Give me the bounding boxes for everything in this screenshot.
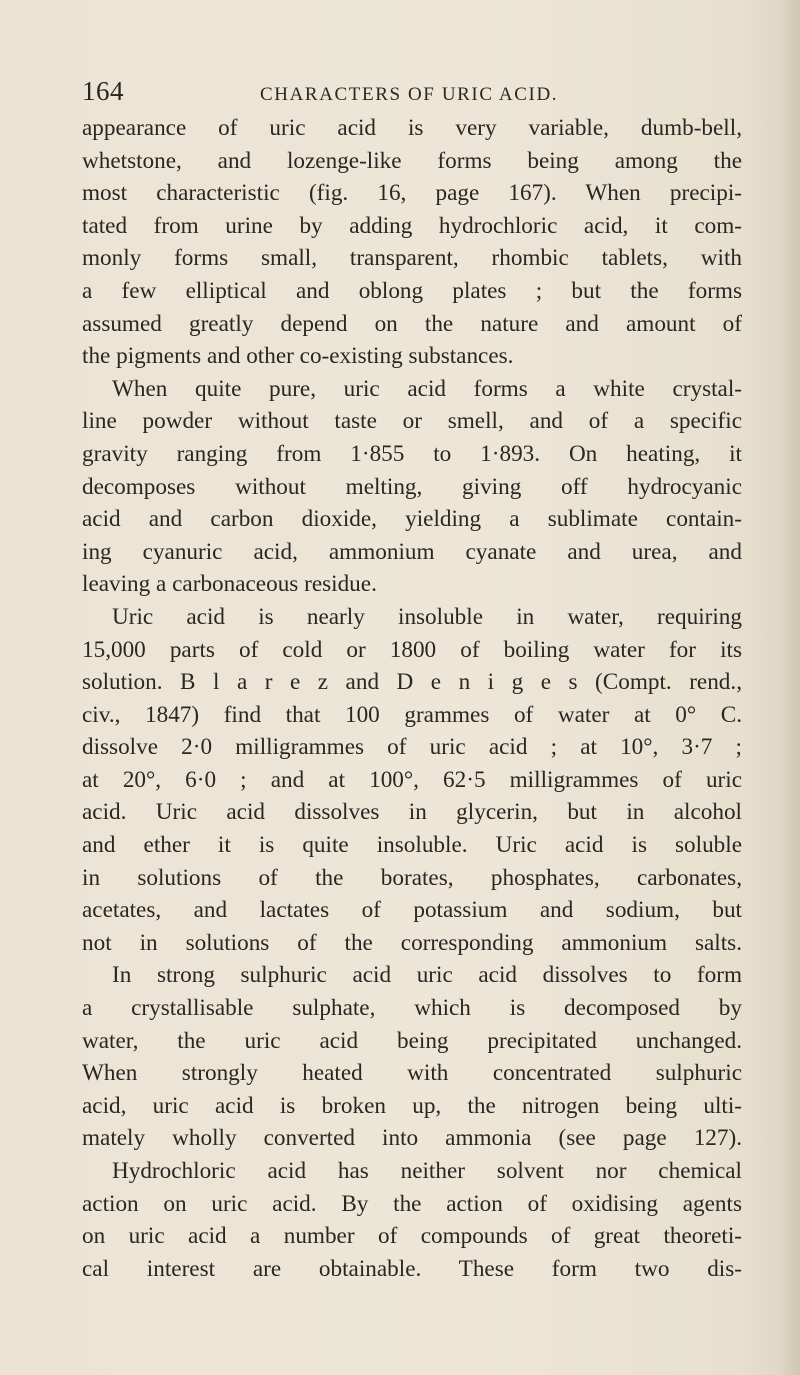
text-line: Hydrochloric acid has neither solvent nor chemical: [112, 1158, 742, 1184]
text-line: acetates, and lactates of potassium and sodium, but: [82, 897, 742, 924]
text-line: a few elliptical and oblong plates ; but the forms: [82, 277, 742, 304]
page-number: 164: [82, 76, 124, 106]
text-line: mately wholly converted into ammonia (see page 127).: [82, 1125, 742, 1152]
text-line: not in solutions of the corresponding ammonium salts.: [82, 929, 742, 956]
text-line: in solutions of the borates, phosphates, carbonates,: [82, 864, 742, 891]
text-line: cal interest are obtainable. These form two dis-: [82, 1255, 742, 1282]
text-line: acid. Uric acid dissolves in glycerin, but in alcohol: [82, 799, 742, 826]
text-line: monly forms small, transparent, rhombic tablets, with: [82, 245, 742, 272]
running-title: CHARACTERS OF URIC ACID.: [260, 84, 559, 105]
text-line: whetstone, and lozenge-like forms being among the: [82, 147, 742, 174]
page-edge-shadow: [778, 0, 800, 1375]
text-line: gravity ranging from 1·855 to 1·893. On heating, it: [82, 440, 742, 467]
text-line: appearance of uric acid is very variable, dumb-bell,: [82, 115, 742, 141]
text-line: decomposes without melting, giving off hydrocyanic: [82, 473, 742, 500]
text-line: tated from urine by adding hydrochloric acid, it com-: [82, 212, 742, 239]
text-line: ing cyanuric acid, ammonium cyanate and urea, and: [82, 538, 742, 565]
text-line: When strongly heated with concentrated sulphuric: [82, 1060, 742, 1087]
text-line: most characteristic (fig. 16, page 167). When precipi-: [82, 180, 742, 207]
text-line: When quite pure, uric acid forms a white crystal-: [112, 375, 742, 402]
text-line: 15,000 parts of cold or 1800 of boiling water for its: [82, 636, 742, 663]
text-line: a crystallisable sulphate, which is decomposed by: [82, 995, 742, 1022]
text-line: assumed greatly depend on the nature and amount of: [82, 310, 742, 337]
running-head: [82, 74, 722, 114]
text-line: civ., 1847) find that 100 grammes of water at 0° C.: [82, 701, 742, 728]
text-line: In strong sulphuric acid uric acid dissolves to form: [112, 962, 742, 989]
body-text: [82, 112, 742, 1285]
text-line: acid and carbon dioxide, yielding a sublimate contain-: [82, 506, 742, 533]
text-line: acid, uric acid is broken up, the nitrogen being ulti-: [82, 1092, 742, 1119]
text-line: dissolve 2·0 milligrammes of uric acid ; at 10°, 3·7 ;: [82, 734, 742, 761]
text-line: and ether it is quite insoluble. Uric acid is soluble: [82, 832, 742, 859]
text-line: on uric acid a number of compounds of great theoreti-: [82, 1223, 742, 1250]
text-line: the pigments and other co-existing substances.: [82, 343, 514, 370]
text-line: at 20°, 6·0 ; and at 100°, 62·5 milligrammes of uric: [82, 766, 742, 793]
text-line: action on uric acid. By the action of oxidising agents: [82, 1190, 742, 1217]
text-line: leaving a carbonaceous residue.: [82, 571, 377, 598]
text-line: solution. B l a r e z and D e n i g e s (Compt. rend.,: [82, 669, 742, 696]
text-line: line powder without taste or smell, and of a specific: [82, 408, 742, 435]
text-line: Uric acid is nearly insoluble in water, requiring: [112, 603, 742, 630]
text-line: water, the uric acid being precipitated unchanged.: [82, 1027, 742, 1054]
